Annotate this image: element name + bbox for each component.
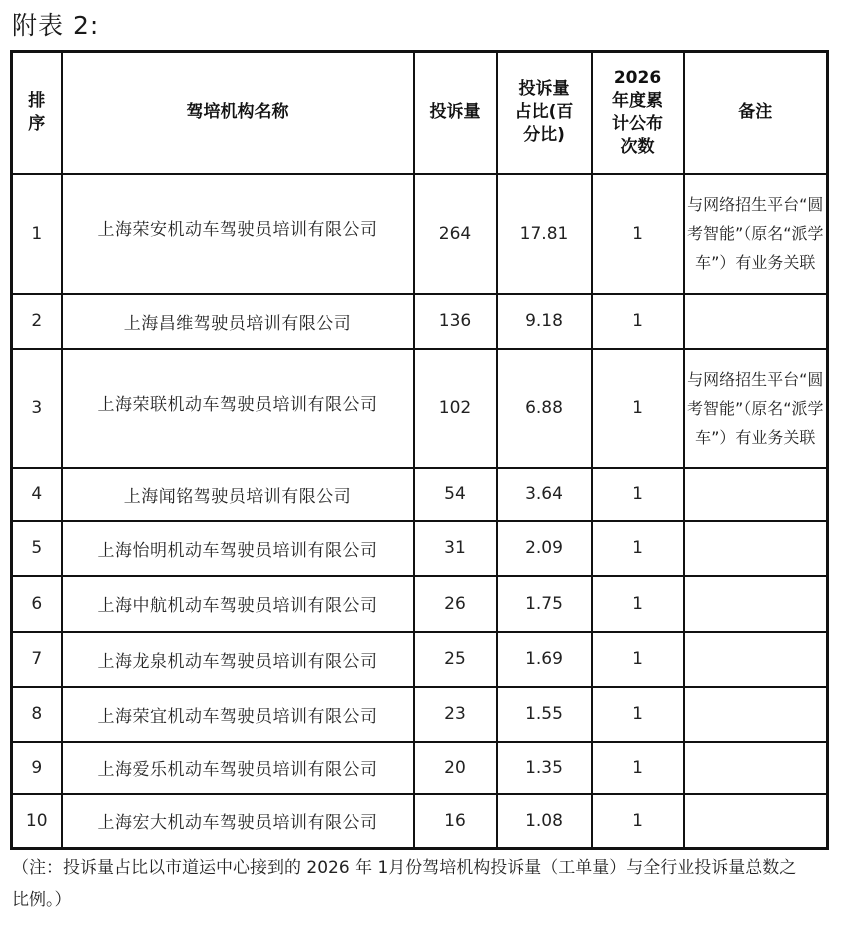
remarks-cell (684, 294, 828, 349)
cumulative-cell: 1 (592, 687, 684, 742)
complaints-cell: 54 (414, 468, 497, 521)
header-complaints: 投诉量 (414, 52, 497, 174)
remarks-cell (684, 521, 828, 576)
header-cumulative: 2026年度累计公布次数 (592, 52, 684, 174)
name-cell: 上海龙泉机动车驾驶员培训有限公司 (62, 632, 414, 687)
table-row (12, 687, 828, 742)
table-row (12, 349, 828, 468)
name-cell: 上海怡明机动车驾驶员培训有限公司 (62, 521, 414, 576)
name-cell: 上海昌维驾驶员培训有限公司 (62, 294, 414, 349)
page-title: 附表 2: (12, 11, 100, 40)
complaints-cell: 31 (414, 521, 497, 576)
cumulative-cell: 1 (592, 576, 684, 632)
header-share: 投诉量占比(百分比) (497, 52, 592, 174)
cumulative-cell: 1 (592, 794, 684, 849)
remarks-cell (684, 576, 828, 632)
share-cell: 9.18 (497, 294, 592, 349)
rank-cell: 10 (12, 794, 62, 849)
table-row (12, 294, 828, 349)
table-row (12, 742, 828, 794)
footnote: （注：投诉量占比以市道运中心接到的 2026 年 1月份驾培机构投诉量（工单量）与全行业投诉量总数之比例。） (12, 858, 797, 910)
rank-cell: 6 (12, 576, 62, 632)
share-cell: 1.35 (497, 742, 592, 794)
complaints-cell: 16 (414, 794, 497, 849)
rank-cell: 5 (12, 521, 62, 576)
complaints-cell: 264 (414, 174, 497, 294)
remarks-cell: 与网络招生平台“圆考智能”（原名“派学车”）有业务关联 (684, 349, 828, 468)
remarks-cell (684, 468, 828, 521)
remarks-cell (684, 794, 828, 849)
cumulative-cell: 1 (592, 521, 684, 576)
share-cell: 6.88 (497, 349, 592, 468)
complaints-table (10, 50, 829, 850)
rank-cell: 7 (12, 632, 62, 687)
table-row (12, 468, 828, 521)
rank-cell: 1 (12, 174, 62, 294)
share-cell: 1.55 (497, 687, 592, 742)
complaints-cell: 136 (414, 294, 497, 349)
rank-cell: 3 (12, 349, 62, 468)
rank-cell: 2 (12, 294, 62, 349)
cumulative-cell: 1 (592, 632, 684, 687)
cumulative-cell: 1 (592, 468, 684, 521)
remarks-cell (684, 632, 828, 687)
rank-cell: 9 (12, 742, 62, 794)
table-row (12, 174, 828, 294)
cumulative-cell: 1 (592, 349, 684, 468)
share-cell: 1.69 (497, 632, 592, 687)
share-cell: 2.09 (497, 521, 592, 576)
complaints-cell: 25 (414, 632, 497, 687)
rank-cell: 4 (12, 468, 62, 521)
name-cell: 上海闻铭驾驶员培训有限公司 (62, 468, 414, 521)
share-cell: 3.64 (497, 468, 592, 521)
remarks-cell (684, 742, 828, 794)
header-name: 驾培机构名称 (62, 52, 414, 174)
remarks-cell: 与网络招生平台“圆考智能”（原名“派学车”）有业务关联 (684, 174, 828, 294)
cumulative-cell: 1 (592, 294, 684, 349)
name-cell: 上海爱乐机动车驾驶员培训有限公司 (62, 742, 414, 794)
share-cell: 17.81 (497, 174, 592, 294)
complaints-cell: 23 (414, 687, 497, 742)
name-cell: 上海中航机动车驾驶员培训有限公司 (62, 576, 414, 632)
name-cell: 上海荣宜机动车驾驶员培训有限公司 (62, 687, 414, 742)
cumulative-cell: 1 (592, 742, 684, 794)
name-cell: 上海荣联机动车驾驶员培训有限公司 (62, 349, 414, 468)
complaints-cell: 20 (414, 742, 497, 794)
name-cell: 上海荣安机动车驾驶员培训有限公司 (62, 174, 414, 294)
complaints-cell: 102 (414, 349, 497, 468)
table-row (12, 794, 828, 849)
table-row (12, 521, 828, 576)
table-row (12, 576, 828, 632)
header-remarks: 备注 (684, 52, 828, 174)
header-rank: 排序 (12, 52, 62, 174)
remarks-cell (684, 687, 828, 742)
share-cell: 1.75 (497, 576, 592, 632)
header-row (12, 52, 828, 174)
name-cell: 上海宏大机动车驾驶员培训有限公司 (62, 794, 414, 849)
share-cell: 1.08 (497, 794, 592, 849)
table-row (12, 632, 828, 687)
complaints-cell: 26 (414, 576, 497, 632)
cumulative-cell: 1 (592, 174, 684, 294)
rank-cell: 8 (12, 687, 62, 742)
